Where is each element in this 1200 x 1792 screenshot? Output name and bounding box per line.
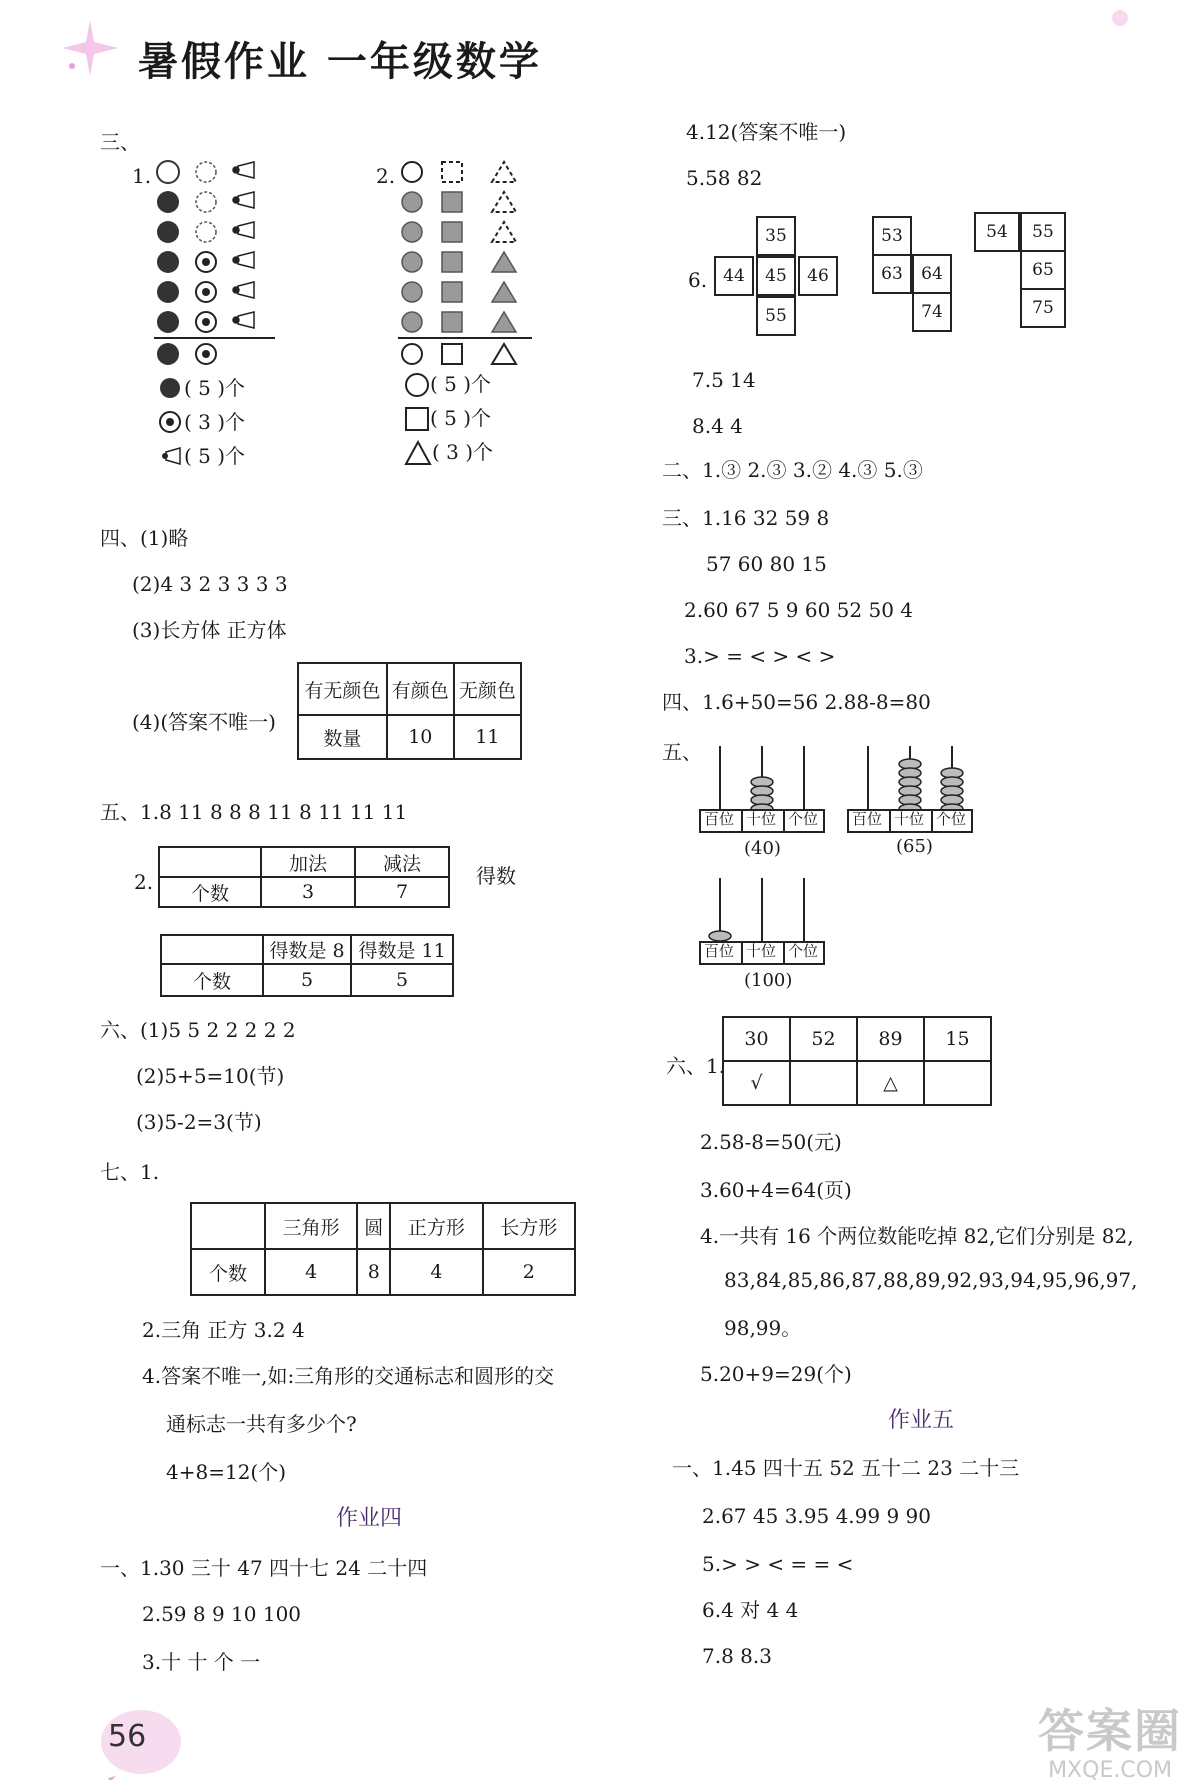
r-line-6-label: 6. — [688, 268, 708, 292]
table-header: 圆 — [357, 1203, 390, 1249]
pictograph-shapes — [396, 158, 536, 370]
liu-right-label: 六、1. — [666, 1054, 726, 1078]
grid-cell: 35 — [756, 216, 796, 256]
si-line-2: (2)4 3 2 3 3 3 3 — [132, 572, 288, 596]
watermark-logo: 答案圈 — [1038, 1704, 1182, 1758]
circle-shape-icon — [404, 372, 430, 398]
si-line-1: 四、(1)略 — [100, 526, 189, 550]
dark-ball-icon — [157, 161, 179, 333]
flower-decoration-icon — [1100, 4, 1140, 34]
table-cell: 4 — [390, 1249, 482, 1295]
grid-cell: 55 — [1020, 212, 1066, 252]
si-right-line: 四、1.6+50=56 2.88-8=80 — [662, 690, 931, 714]
table-cell: 个数 — [159, 877, 261, 907]
shape-count-table — [190, 1202, 576, 1296]
grid-cell: 53 — [872, 216, 912, 256]
liu-right-line-3: 3.60+4=64(页) — [700, 1178, 852, 1202]
abacus-label-hundreds: 百位 — [704, 810, 735, 828]
q2-answer-2: ( 5 )个 — [430, 406, 492, 430]
abacus-label-hundreds: 百位 — [704, 942, 735, 960]
liu-line-1: 六、(1)5 5 2 2 2 2 2 — [100, 1018, 296, 1042]
number-grid-1 — [714, 216, 846, 338]
table-cell: 个数 — [161, 964, 263, 996]
table-header: 得数是 8 — [263, 935, 351, 964]
table-cell: 8 — [357, 1249, 390, 1295]
table-cell: 7 — [355, 877, 449, 907]
grid-cell: 65 — [1020, 250, 1066, 290]
abacus-label-tens: 十位 — [894, 810, 925, 828]
zuoye5-line-2: 2.67 45 3.95 4.99 9 90 — [702, 1504, 932, 1528]
table-cell: 4 — [265, 1249, 357, 1295]
result-count-table — [160, 934, 454, 997]
color-count-table — [297, 662, 522, 760]
wu-side-label: 得数 — [476, 864, 516, 888]
abacus-value-3: (100) — [744, 970, 793, 991]
liu-line-3: (3)5-2=3(节) — [136, 1110, 262, 1134]
grid-cell: 54 — [974, 212, 1020, 252]
grid-cell: 64 — [912, 254, 952, 294]
page-number: 56 — [108, 1719, 147, 1754]
wu-right-label: 五、 — [662, 740, 702, 764]
table-cell: 52 — [790, 1017, 857, 1061]
soccer-ball-icon — [158, 410, 182, 434]
zuoye5-line-4: 6.4 对 4 4 — [702, 1598, 799, 1622]
table-cell: 5 — [263, 964, 351, 996]
dark-ball-icon — [158, 376, 182, 400]
grid-cell: 55 — [756, 296, 796, 336]
q1-answer-2: ( 3 )个 — [184, 410, 246, 434]
watermark-url: MXQE.COM — [1048, 1758, 1172, 1783]
liu-right-line-4a: 4.一共有 16 个两位数能吃掉 82,它们分别是 82, — [700, 1224, 1134, 1248]
checkmark-cell: √ — [723, 1061, 790, 1105]
er-line: 二、1.③ 2.③ 3.② 4.③ 5.③ — [662, 458, 923, 482]
table-header: 加法 — [261, 847, 355, 877]
table-header: 减法 — [355, 847, 449, 877]
table-cell: 89 — [857, 1017, 924, 1061]
table-header: 长方形 — [483, 1203, 575, 1249]
table-cell — [790, 1061, 857, 1105]
abacus-label-ones: 个位 — [788, 942, 819, 960]
triangle-shape-icon — [404, 440, 432, 466]
triangle-cell: △ — [857, 1061, 924, 1105]
table-cell: 30 — [723, 1017, 790, 1061]
liu-line-2: (2)5+5=10(节) — [136, 1064, 285, 1088]
si-line-3: (3)长方体 正方体 — [132, 618, 287, 642]
san-line-1: 三、1.16 32 59 8 — [662, 506, 830, 530]
san-line-3: 3.> = < > < > — [684, 644, 836, 668]
table-cell: 个数 — [191, 1249, 265, 1295]
square-shape-icon — [404, 406, 430, 432]
page-title: 暑假作业 一年级数学 — [138, 38, 542, 85]
table-cell: 2 — [483, 1249, 575, 1295]
q1-label: 1. — [132, 164, 152, 188]
qi-line-4: 通标志一共有多少个? — [166, 1412, 357, 1436]
grid-cell: 63 — [872, 254, 912, 294]
grid-cell: 45 — [756, 256, 796, 296]
table-header — [159, 847, 261, 877]
table-cell: 10 — [387, 715, 454, 759]
table-header: 有颜色 — [387, 663, 454, 715]
grid-cell: 46 — [798, 256, 838, 296]
zuoye4-line-2: 2.59 8 9 10 100 — [142, 1602, 302, 1626]
table-header — [161, 935, 263, 964]
table-header: 得数是 11 — [351, 935, 453, 964]
r-line-7: 7.5 14 — [692, 368, 756, 392]
liu-right-line-2: 2.58-8=50(元) — [700, 1130, 842, 1154]
liu-right-line-4c: 98,99。 — [724, 1316, 802, 1340]
table-cell: 3 — [261, 877, 355, 907]
si-line-4: (4)(答案不唯一) — [132, 710, 276, 734]
qi-line-2: 2.三角 正方 3.2 4 — [142, 1318, 305, 1342]
number-grid-3 — [974, 212, 1070, 332]
abacus-label-tens: 十位 — [746, 942, 777, 960]
shuttlecock-icon — [160, 444, 184, 468]
abacus-value-2: (65) — [896, 836, 933, 857]
table-header: 正方形 — [390, 1203, 482, 1249]
table-header — [191, 1203, 265, 1249]
zuoye5-line-1: 一、1.45 四十五 52 五十二 23 二十三 — [672, 1456, 1020, 1480]
san-line-2: 2.60 67 5 9 60 52 50 4 — [684, 598, 914, 622]
grid-cell: 74 — [912, 292, 952, 332]
wu-line-1: 五、1.8 11 8 8 8 11 8 11 11 11 — [100, 800, 408, 824]
number-check-table — [722, 1016, 992, 1106]
table-header: 无颜色 — [454, 663, 521, 715]
liu-right-line-5: 5.20+9=29(个) — [700, 1362, 852, 1386]
r-line-4: 4.12(答案不唯一) — [686, 120, 847, 144]
star-decoration-icon — [60, 18, 120, 78]
add-sub-table — [158, 846, 450, 908]
abacus-label-tens: 十位 — [746, 810, 777, 828]
q1-answer-1: ( 5 )个 — [184, 376, 246, 400]
table-header: 有无颜色 — [298, 663, 387, 715]
q2-answer-3: ( 3 )个 — [432, 440, 494, 464]
zuoye4-line-3: 3.十 十 个 一 — [142, 1650, 261, 1674]
table-cell — [924, 1061, 991, 1105]
q2-label: 2. — [376, 164, 396, 188]
qi-line-5: 4+8=12(个) — [166, 1460, 287, 1484]
pictograph-balls — [150, 158, 280, 370]
table-cell: 5 — [351, 964, 453, 996]
r-line-5: 5.58 82 — [686, 166, 763, 190]
r-line-8: 8.4 4 — [692, 414, 743, 438]
table-cell: 数量 — [298, 715, 387, 759]
q2-answer-1: ( 5 )个 — [430, 372, 492, 396]
table-cell: 15 — [924, 1017, 991, 1061]
qi-line-1: 七、1. — [100, 1160, 160, 1184]
grid-cell: 75 — [1020, 288, 1066, 328]
zuoye4-line-1: 一、1.30 三十 47 四十七 24 二十四 — [100, 1556, 428, 1580]
abacus-value-1: (40) — [744, 838, 781, 859]
san-line-1b: 57 60 80 15 — [706, 552, 827, 576]
section-heading-zuoye5: 作业五 — [888, 1408, 955, 1433]
number-grid-2 — [872, 216, 972, 328]
abacus-label-hundreds: 百位 — [852, 810, 883, 828]
section-san-label: 三、 — [100, 130, 140, 154]
abacus-label-ones: 个位 — [788, 810, 819, 828]
section-heading-zuoye4: 作业四 — [336, 1506, 403, 1531]
qi-line-3: 4.答案不唯一,如:三角形的交通标志和圆形的交 — [142, 1364, 555, 1388]
table-cell: 11 — [454, 715, 521, 759]
zuoye5-line-3: 5.> > < = = < — [702, 1552, 854, 1576]
wu-q2-label: 2. — [134, 870, 154, 894]
liu-right-line-4b: 83,84,85,86,87,88,89,92,93,94,95,96,97, — [724, 1268, 1138, 1292]
zuoye5-line-5: 7.8 8.3 — [702, 1644, 772, 1668]
table-header: 三角形 — [265, 1203, 357, 1249]
q1-answer-3: ( 5 )个 — [184, 444, 246, 468]
grid-cell: 44 — [714, 256, 754, 296]
abacus-label-ones: 个位 — [936, 810, 967, 828]
